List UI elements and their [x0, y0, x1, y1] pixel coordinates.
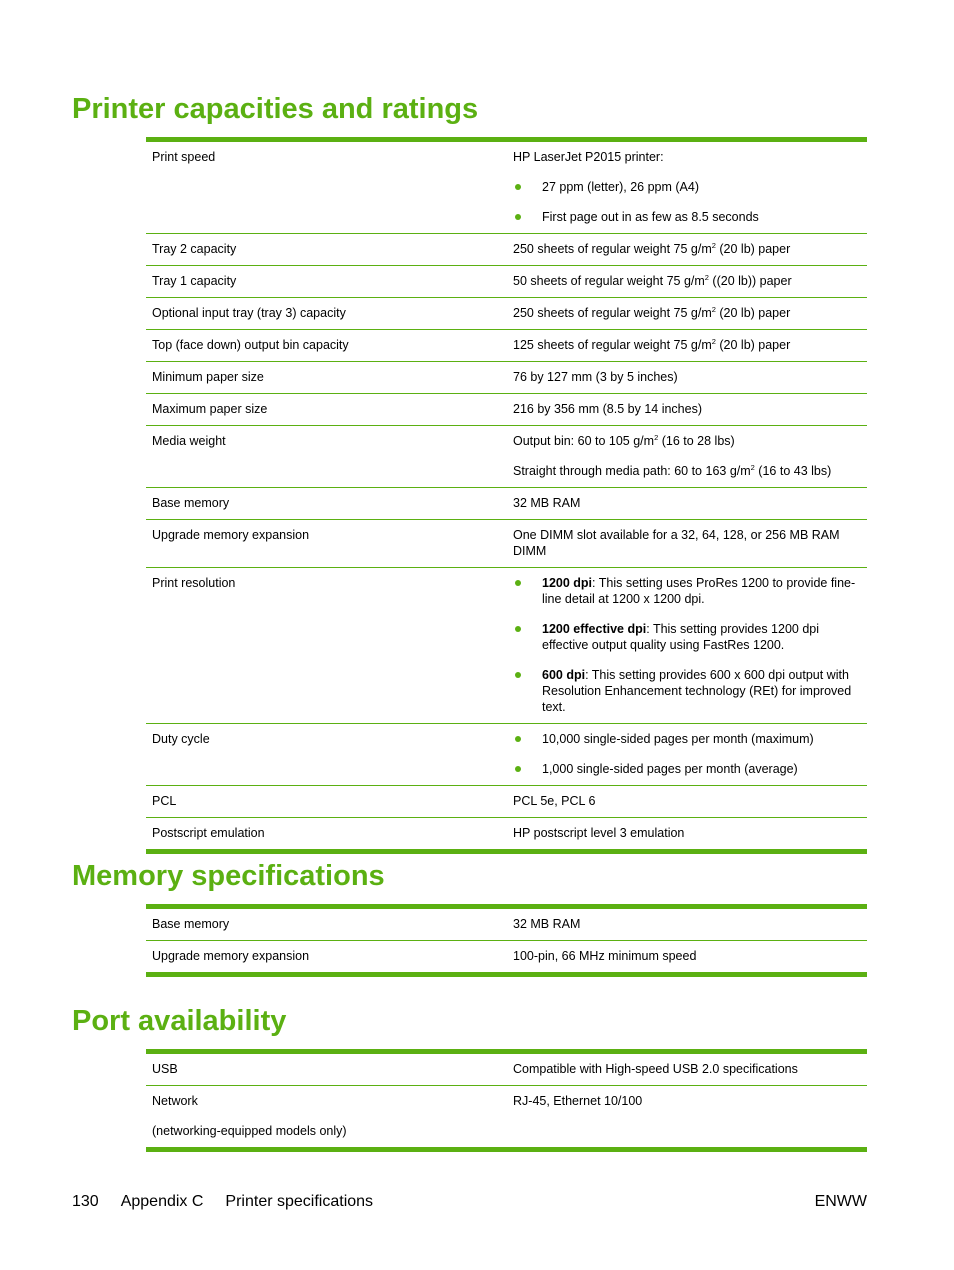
row-label: Base memory — [152, 917, 230, 931]
row-value — [506, 426, 867, 487]
row-label: Duty cycle — [152, 732, 210, 746]
row-value: RJ-45, Ethernet 10/100 — [513, 1094, 643, 1108]
row-label: Tray 1 capacity — [152, 274, 237, 288]
bullet-icon — [515, 766, 521, 772]
value-line: Output bin: 60 to 105 $g/m^2$ (16 to 28 lbs) — [513, 433, 735, 448]
row-value: 32 MB RAM — [513, 496, 581, 510]
page-footer — [72, 1193, 867, 1211]
list-item: 600 dpi: This setting provides 600 x 600 dpi output with Resolution Enhancement technology (REt) for improved text. — [513, 667, 861, 715]
footer-code: ENWW — [814, 1193, 867, 1210]
row-label: Top (face down) output bin capacity — [152, 338, 349, 352]
row-label: Tray 2 capacity — [152, 242, 237, 256]
row-label: Optional input tray (tray 3) capacity — [152, 306, 346, 320]
row-label: Base memory — [152, 496, 230, 510]
bullet-list — [513, 179, 861, 225]
row-label: Minimum paper size — [152, 370, 264, 384]
table-row-min-paper — [146, 361, 867, 393]
value-line: Straight through media path: 60 to 163 $g/m^2$ (16 to 43 lbs) — [513, 463, 832, 478]
row-label: Postscript emulation — [152, 826, 265, 840]
section-title-memory: Memory specifications — [72, 860, 385, 892]
bullet-list — [513, 731, 861, 777]
row-value: 32 MB RAM — [513, 917, 581, 931]
list-item: First page out in as few as 8.5 seconds — [513, 209, 861, 225]
table-row-media-weight — [146, 425, 867, 487]
table-row-postscript — [146, 817, 867, 849]
row-value: PCL 5e, PCL 6 — [513, 794, 596, 808]
row-value: 50 sheets of regular weight 75 $g/m^2$ ((20 lb)) paper — [513, 273, 792, 288]
row-label-note: (networking-equipped models only) — [152, 1124, 347, 1138]
row-label: Upgrade memory expansion — [152, 949, 310, 963]
footer-left — [72, 1193, 395, 1211]
table-row-upgrade-memory — [146, 940, 867, 972]
table-row-print-resolution — [146, 567, 867, 723]
section-title-capacities: Printer capacities and ratings — [72, 93, 479, 125]
section-title-ports: Port availability — [72, 1005, 287, 1037]
row-label — [146, 1086, 506, 1147]
list-item: 1200 effective dpi: This setting provides 1200 dpi effective output quality using FastRes 1200. — [513, 621, 861, 653]
row-value: Compatible with High-speed USB 2.0 specifications — [513, 1062, 798, 1076]
bullet-icon — [515, 580, 521, 586]
table-row-network — [146, 1085, 867, 1147]
row-value — [506, 568, 867, 723]
memory-table — [146, 904, 867, 977]
capacities-table — [146, 137, 867, 854]
ports-table — [146, 1049, 867, 1152]
table-row-max-paper — [146, 393, 867, 425]
row-value: 216 by 356 mm (8.5 by 14 inches) — [513, 402, 702, 416]
bullet-icon — [515, 184, 521, 190]
row-value: 125 sheets of regular weight 75 $g/m^2$ (20 lb) paper — [513, 337, 791, 352]
list-item: 27 ppm (letter), 26 ppm (A4) — [513, 179, 861, 195]
bullet-icon — [515, 214, 521, 220]
row-label: Maximum paper size — [152, 402, 268, 416]
bullet-icon — [515, 736, 521, 742]
row-value: 250 sheets of regular weight 75 $g/m^2$ (20 lb) paper — [513, 305, 791, 320]
table-row-print-speed — [146, 142, 867, 233]
row-value: HP postscript level 3 emulation — [513, 826, 685, 840]
row-label: Print resolution — [152, 576, 236, 590]
bullet-icon — [515, 672, 521, 678]
footer-appendix: Appendix C — [120, 1193, 204, 1210]
row-value: 100-pin, 66 MHz minimum speed — [513, 949, 697, 963]
list-item: 1,000 single-sided pages per month (average) — [513, 761, 861, 777]
row-value — [506, 142, 867, 233]
table-row-tray2 — [146, 233, 867, 265]
row-label: USB — [152, 1062, 178, 1076]
table-row-base-memory — [146, 909, 867, 940]
table-row-base-memory — [146, 487, 867, 519]
table-row-upgrade-memory — [146, 519, 867, 567]
list-item: 10,000 single-sided pages per month (maximum) — [513, 731, 861, 747]
table-row-output-bin — [146, 329, 867, 361]
row-value: 76 by 127 mm (3 by 5 inches) — [513, 370, 678, 384]
row-value: One DIMM slot available for a 32, 64, 128, or 256 MB RAM DIMM — [513, 528, 840, 558]
page-number: 130 — [72, 1193, 99, 1210]
bullet-icon — [515, 626, 521, 632]
table-row-duty-cycle — [146, 723, 867, 785]
list-item: 1200 dpi: This setting uses ProRes 1200 to provide fine-line detail at 1200 x 1200 dpi. — [513, 575, 861, 607]
row-label: Print speed — [152, 150, 216, 164]
row-label: PCL — [152, 794, 177, 808]
bullet-list — [513, 575, 861, 715]
table-row-usb — [146, 1054, 867, 1085]
table-row-tray1 — [146, 265, 867, 297]
table-row-pcl — [146, 785, 867, 817]
footer-chapter: Printer specifications — [225, 1193, 374, 1210]
value-intro: HP LaserJet P2015 printer: — [513, 150, 664, 164]
row-label: Media weight — [152, 434, 226, 448]
row-label: Upgrade memory expansion — [152, 528, 310, 542]
row-value: 250 sheets of regular weight 75 $g/m^2$ (20 lb) paper — [513, 241, 791, 256]
row-value — [506, 724, 867, 785]
row-label-text: Network — [152, 1094, 198, 1108]
table-row-tray3 — [146, 297, 867, 329]
